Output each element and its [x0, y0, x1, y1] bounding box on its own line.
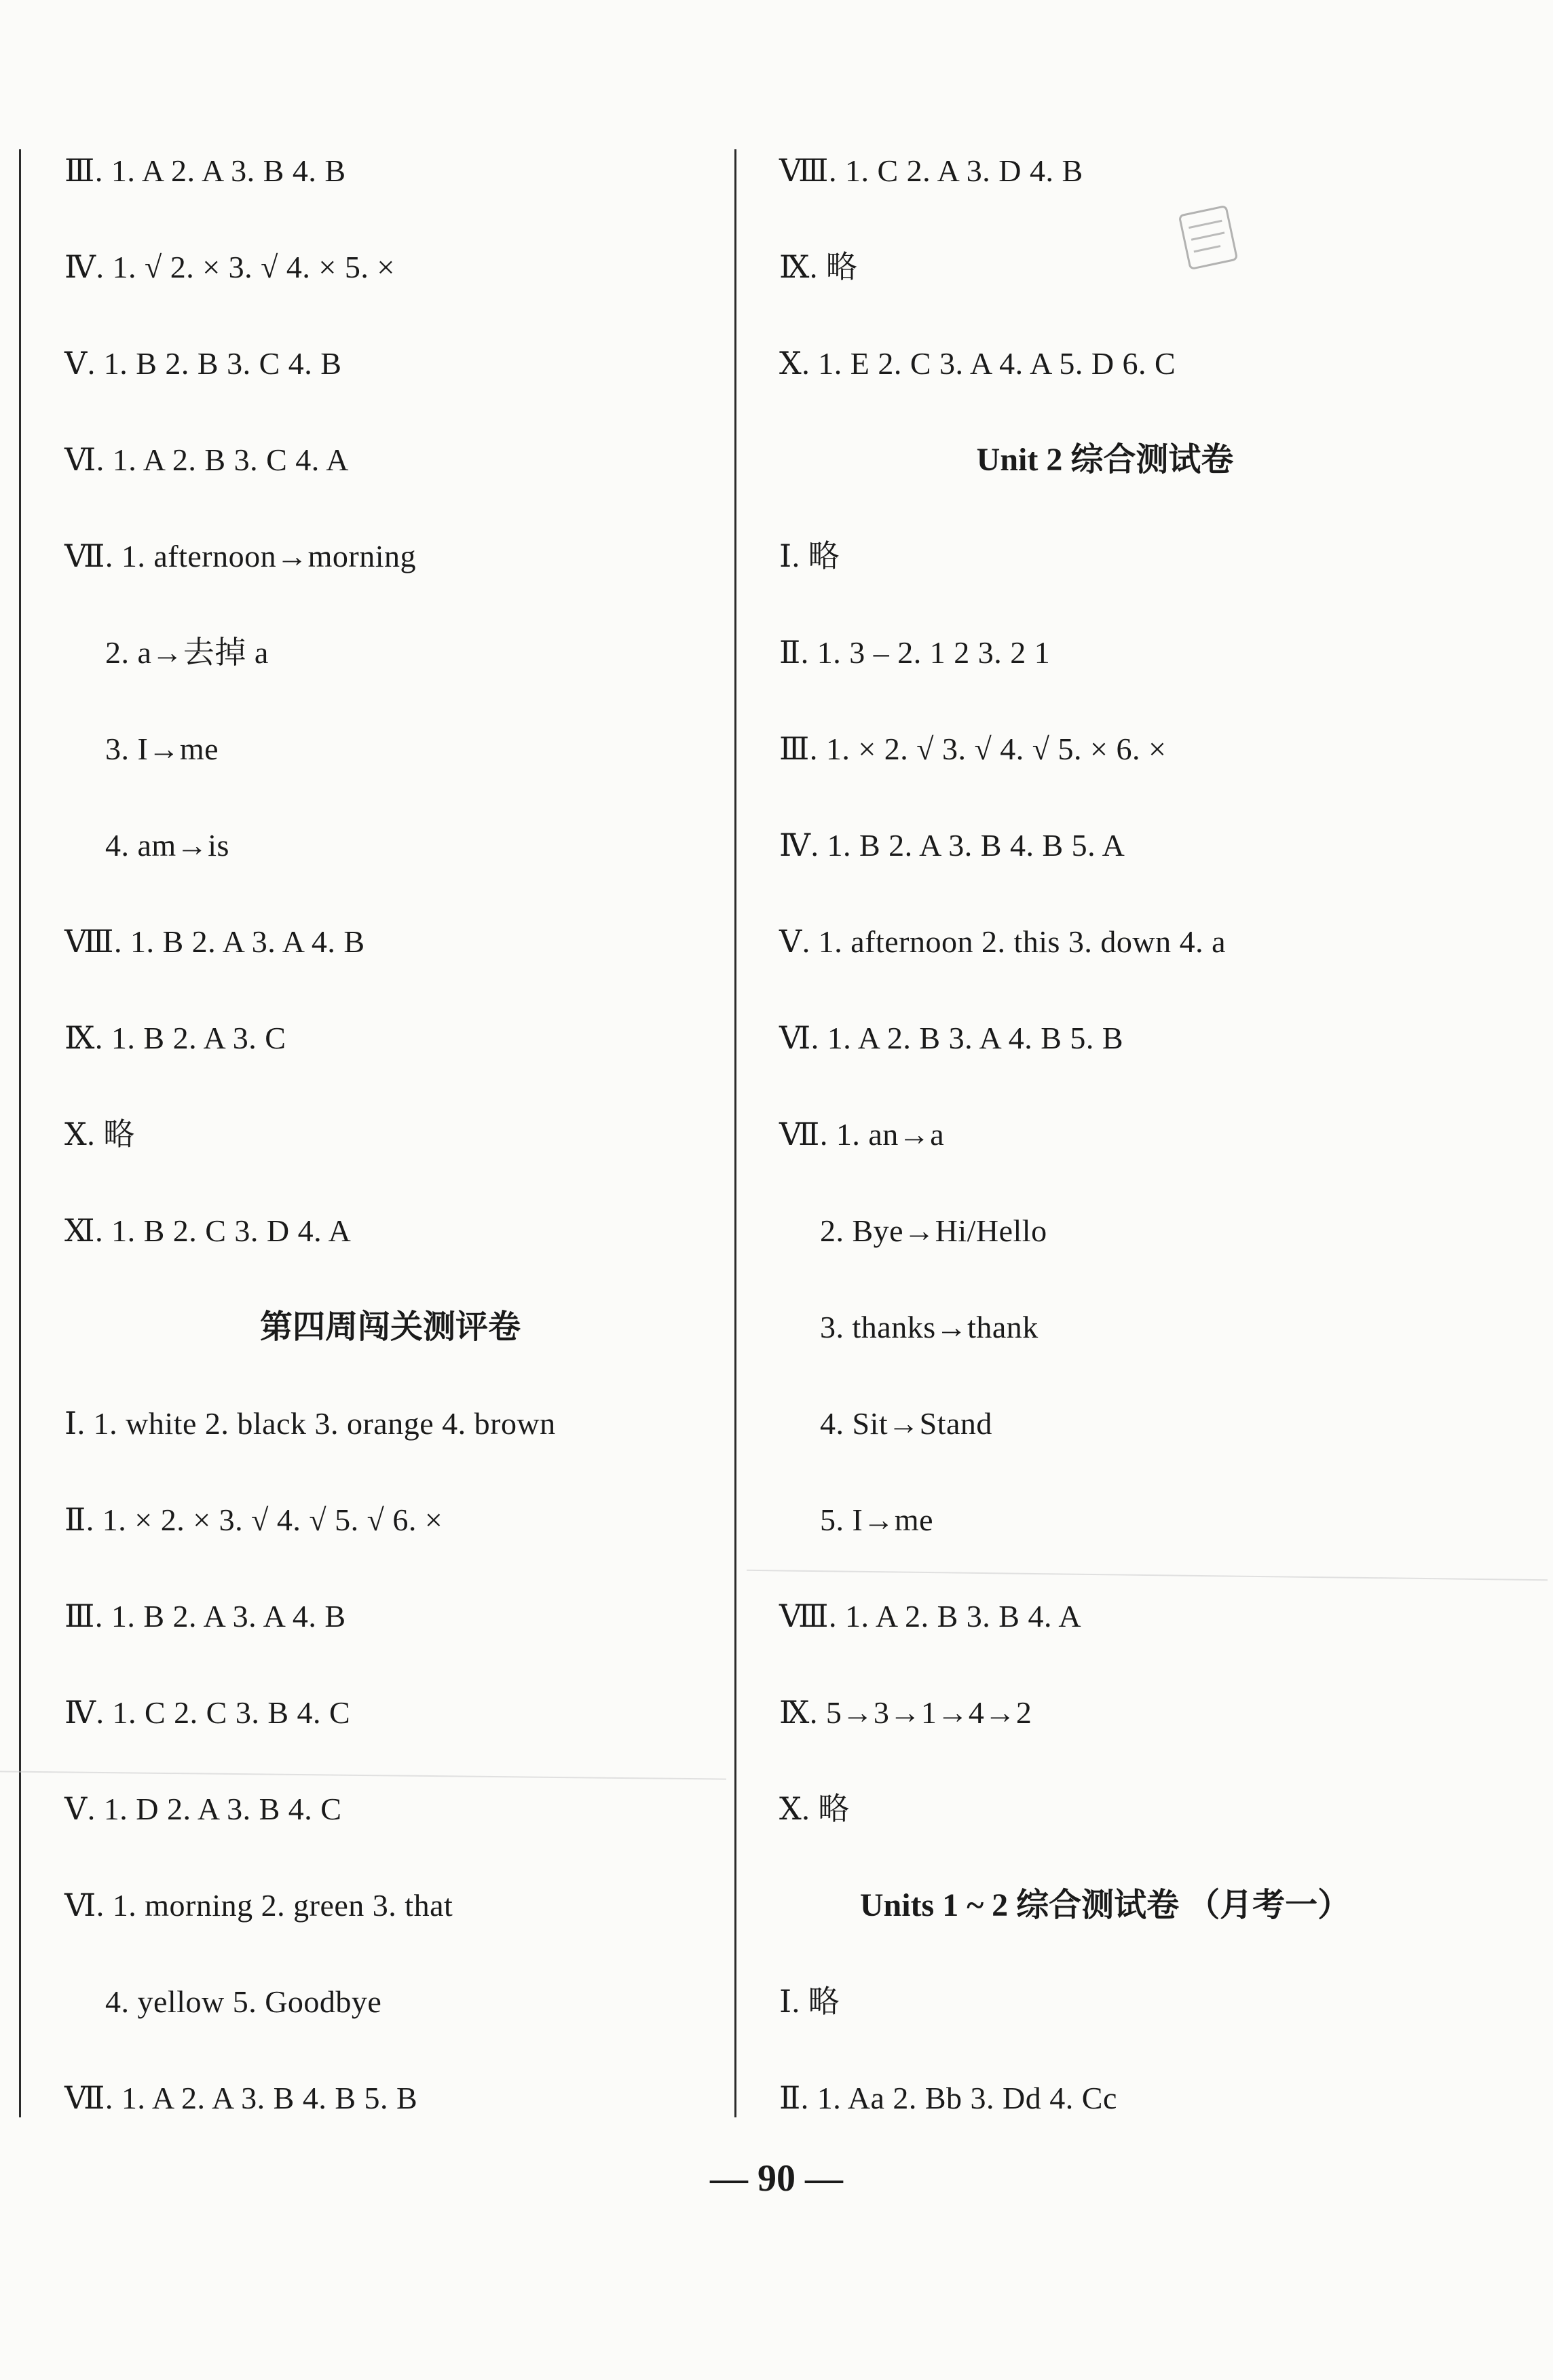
answer-line: Ⅶ. 1. afternoon→morning	[64, 539, 416, 573]
answer-line: Ⅷ. 1. A 2. B 3. B 4. A	[779, 1599, 1082, 1633]
scan-artifact-line	[747, 1570, 1548, 1581]
answer-subline: 5. I→me	[820, 1503, 934, 1537]
answer-line: Ⅴ. 1. D 2. A 3. B 4. C	[64, 1792, 342, 1826]
answer-line: Ⅶ. 1. an→a	[779, 1117, 945, 1152]
answer-line: Ⅹ. 略	[779, 1792, 850, 1826]
answer-line: Ⅵ. 1. A 2. B 3. A 4. B 5. B	[779, 1021, 1124, 1055]
watermark-stamp-icon	[1168, 197, 1249, 278]
answer-line: Ⅱ. 1. × 2. × 3. √ 4. √ 5. √ 6. ×	[64, 1503, 443, 1537]
answer-line: Ⅳ. 1. √ 2. × 3. √ 4. × 5. ×	[64, 250, 395, 284]
answer-line: Ⅳ. 1. B 2. A 3. B 4. B 5. A	[779, 828, 1125, 863]
answer-subline: 3. thanks→thank	[820, 1310, 1039, 1344]
answer-line: Ⅳ. 1. C 2. C 3. B 4. C	[64, 1695, 351, 1730]
answer-line: Ⅶ. 1. A 2. A 3. B 4. B 5. B	[64, 2081, 418, 2115]
answer-line: Ⅷ. 1. C 2. A 3. D 4. B	[779, 153, 1083, 188]
answer-line: Ⅲ. 1. B 2. A 3. A 4. B	[64, 1599, 346, 1633]
answer-subline: 4. yellow 5. Goodbye	[105, 1984, 382, 2019]
answer-line: Ⅹ. 1. E 2. C 3. A 4. A 5. D 6. C	[779, 346, 1176, 381]
answer-subline: 2. a→去掉 a	[105, 635, 269, 670]
answer-line: Ⅰ. 略	[779, 539, 840, 573]
answer-line: Ⅸ. 1. B 2. A 3. C	[64, 1021, 286, 1055]
answer-line: Ⅱ. 1. 3 – 2. 1 2 3. 2 1	[779, 635, 1051, 670]
answer-line: Ⅲ. 1. A 2. A 3. B 4. B	[64, 153, 346, 188]
answer-line: Ⅷ. 1. B 2. A 3. A 4. B	[64, 924, 365, 959]
answer-line: Ⅱ. 1. Aa 2. Bb 3. Dd 4. Cc	[779, 2081, 1117, 2115]
page-number: — 90 —	[710, 2157, 843, 2199]
answer-subline: 4. am→is	[105, 828, 229, 863]
answer-line: Ⅲ. 1. × 2. √ 3. √ 4. √ 5. × 6. ×	[779, 732, 1167, 766]
answer-subline: 2. Bye→Hi/Hello	[820, 1213, 1047, 1248]
center-divider-rule	[734, 149, 736, 2117]
left-margin-rule	[19, 149, 21, 2117]
scan-artifact-line	[0, 1771, 726, 1779]
section-heading: 第四周闯关测评卷	[259, 1309, 521, 1345]
answer-line: Ⅺ. 1. B 2. C 3. D 4. A	[64, 1213, 352, 1248]
answer-subline: 3. I→me	[105, 732, 219, 766]
answer-line: Ⅴ. 1. B 2. B 3. C 4. B	[64, 346, 342, 381]
answer-subline: 4. Sit→Stand	[820, 1406, 992, 1441]
answer-line: Ⅵ. 1. A 2. B 3. C 4. A	[64, 442, 349, 477]
answer-line: Ⅰ. 1. white 2. black 3. orange 4. brown	[64, 1406, 556, 1441]
section-heading: Units 1 ~ 2 综合测试卷 （月考一）	[859, 1887, 1351, 1923]
section-heading: Unit 2 综合测试卷	[976, 442, 1234, 478]
answer-line: Ⅰ. 略	[779, 1984, 840, 2019]
answer-line: Ⅴ. 1. afternoon 2. this 3. down 4. a	[779, 924, 1227, 959]
answer-line: Ⅸ. 5→3→1→4→2	[779, 1695, 1032, 1730]
answer-line: Ⅸ. 略	[779, 250, 858, 284]
answer-line: Ⅵ. 1. morning 2. green 3. that	[64, 1888, 453, 1923]
answer-line: Ⅹ. 略	[64, 1117, 135, 1152]
